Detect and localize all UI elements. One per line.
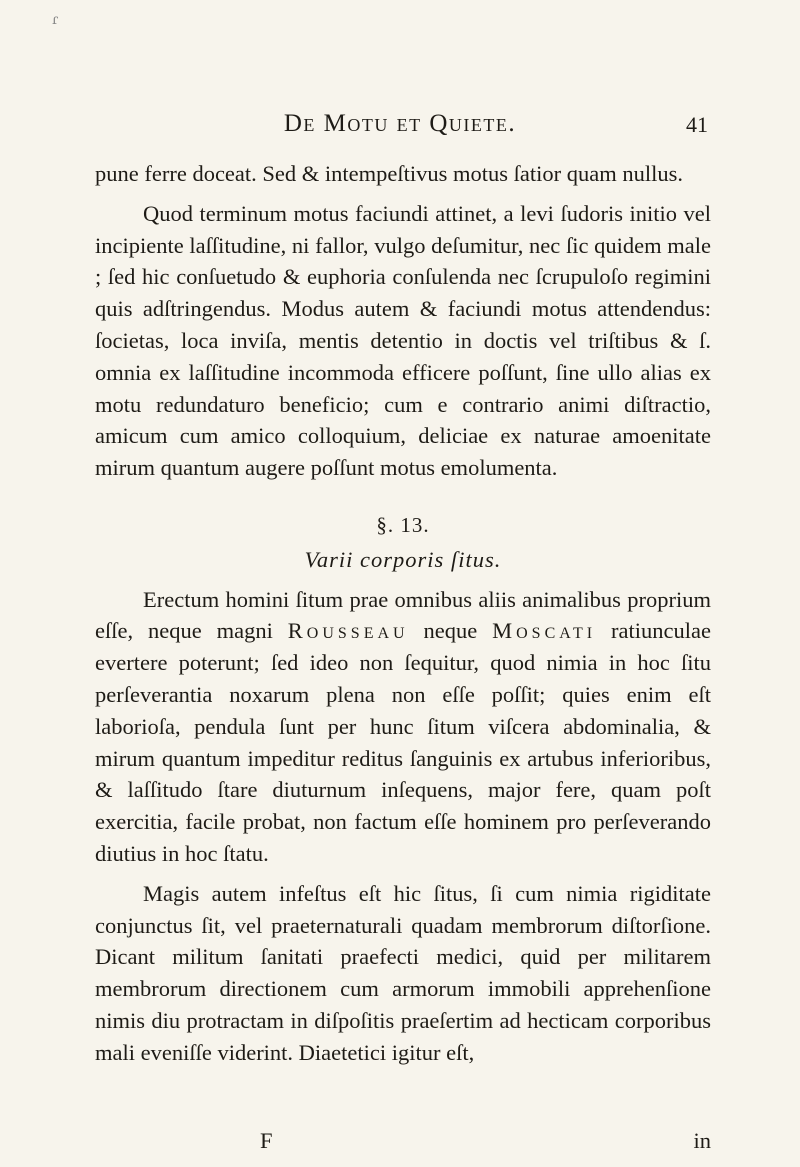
paragraph-text: neque	[423, 618, 478, 644]
paragraph-text: ratiunculae evertere poterunt; ſed ideo non ſequitur, quod nimia in hoc ſitu perſeverantia noxarum plena non eſſe poſſit; quies enim eſt laborioſa, pendula ſunt per hunc ſitum viſcera abdominalia, & mirum quantum impeditur reditus ſanguinis ex artubus inferioribus, & laſſitudo ſtare diuturnum inſequens, major fere, quam poſt exercitia, facile probat, non factum eſſe hominem pro perſeverando diutius in hoc ſtatu.	[95, 618, 711, 866]
body-text	[95, 158, 711, 1069]
page-footer	[95, 1128, 711, 1158]
paragraph: Magis autem infeſtus eſt hic ſitus, ſi cum nimia rigiditate conjunctus ſit, vel praeternaturali quadam membrorum diſtorſione. Dicant militum ſanitati praefecti medici, quid per militarem membrorum directionem cum armorum immobili apprehenſione nimis diu protractam in diſpoſitis praeſertim ad hecticam corporibus mali eveniſſe viderint. Diaetetici igitur eſt,	[95, 880, 711, 1065]
paragraph	[95, 584, 711, 870]
section-number: §. 13.	[376, 512, 430, 537]
running-head	[0, 110, 800, 140]
author-name-moscati: Moscati	[492, 618, 597, 644]
signature-mark: F	[260, 1128, 273, 1153]
page-number: 41	[686, 112, 708, 137]
paragraph-text: Erectum homini ſitum prae omnibus aliis animalibus proprium eſſe, neque magni	[95, 586, 711, 644]
author-name-rousseau: Rousseau	[287, 618, 409, 644]
section-title: Varii corporis ſitus.	[304, 546, 502, 572]
paragraph: Quod terminum motus faciundi attinet, a levi ſudoris initio vel incipiente laſſitudine, ni fallor, vulgo deſumitur, nec ſic quidem male ; ſed hic conſuetudo & euphoria conſulenda nec ſcrupuloſo regimini quis adſtringendus. Modus autem & faciundi motus attendendus: ſocietas, loca inviſa, mentis detentio in doctis vel triſtibus & ſ. omnia ex laſſitudine incommoda efficere poſſunt, ſine ullo alias ex motu redundaturo beneficio; cum e contrario animi diſtractio, amicum cum amico colloquium, deliciae ex naturae amoenitate mirum quantum augere poſſunt motus emolumenta.	[95, 200, 711, 481]
catchword: in	[693, 1128, 711, 1153]
paragraph-continuation: pune ferre doceat. Sed & intempeſtivus motus ſatior quam nullus.	[95, 161, 683, 186]
ink-mark: ɾ	[52, 12, 59, 28]
running-title: De Motu et Quiete.	[283, 110, 517, 137]
